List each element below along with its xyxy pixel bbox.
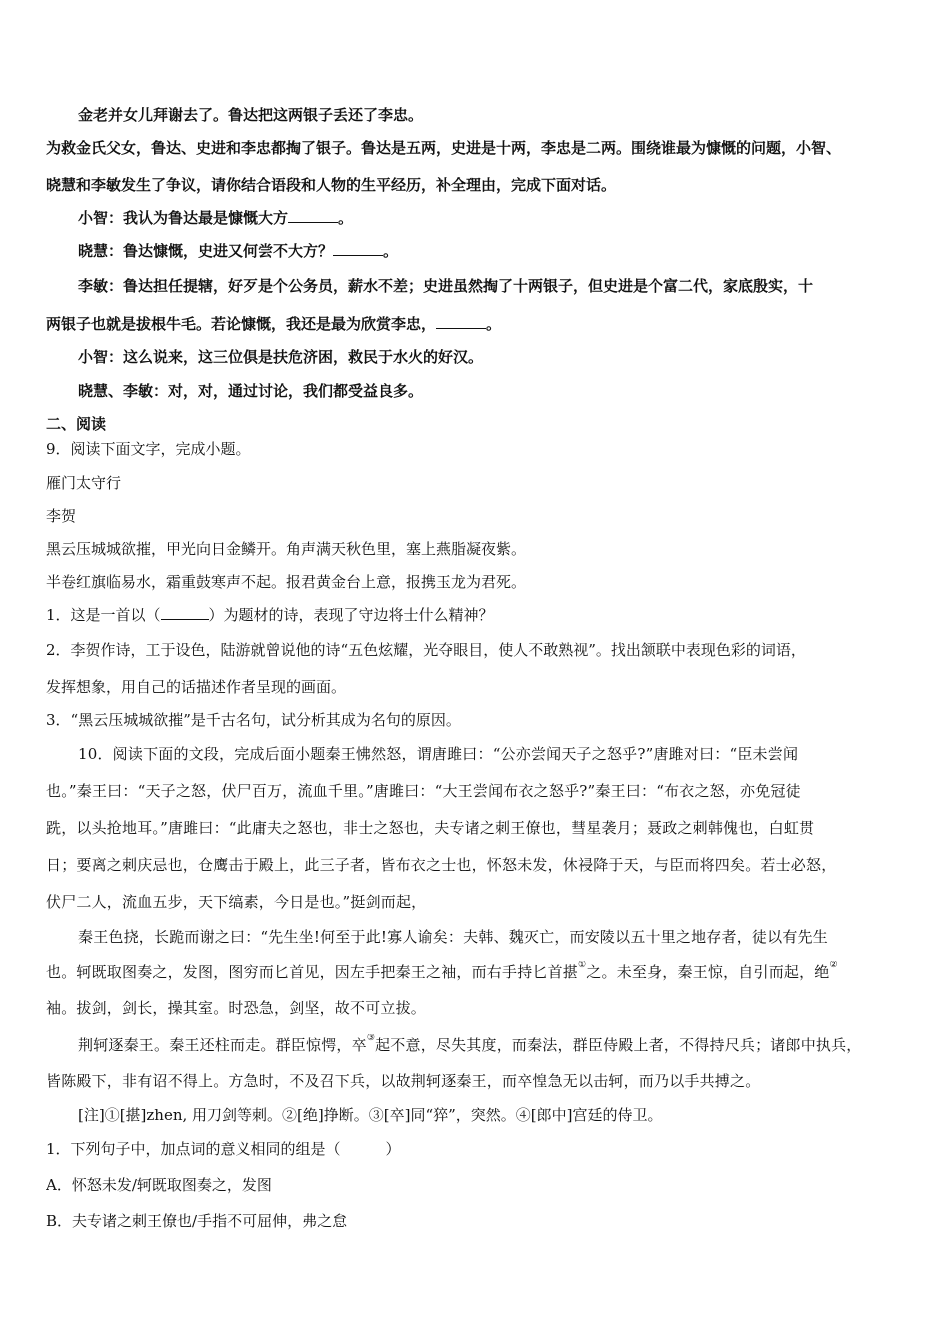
footnote-marker: ② xyxy=(829,961,838,970)
poem-question-2-line-1: 2．李贺作诗，工于设色，陆游就曾说他的诗“五色炫耀，光夺眼目，使人不敢熟视”。找出颔联中表现色彩的词语， xyxy=(46,641,806,659)
punct: 。 xyxy=(486,315,502,333)
dialogue-xiaohui-limin: 晓慧、李敏：对，对，通过讨论，我们都受益良多。 xyxy=(78,382,424,400)
question-text: 1．这是一首以（ xyxy=(46,606,161,624)
answer-blank-1[interactable] xyxy=(288,208,338,223)
passage-line-5: 伏尸二人，流血五步，天下缟素，今日是也。”挺剑而起， xyxy=(46,893,427,911)
annotation-note: [注]①[揕]zhen, 用刀剑等刺。②[绝]挣断。③[卒]同“猝”，突然。④[郎中]宫廷的侍卫。 xyxy=(78,1106,663,1124)
passage-p2-line-3: 袖。拔剑，剑长，操其室。时恐急，剑坚，故不可立拔。 xyxy=(46,999,427,1017)
passage-line-3: 跣，以头抢地耳。”唐雎曰：“此庸夫之怒也，非士之怒也，夫专诸之刺王僚也，彗星袭月；聂政之刺韩傀也，白虹贯 xyxy=(46,819,815,837)
dialogue-text: 两银子也就是拔根牛毛。若论慷慨，我还是最为欣赏李忠， xyxy=(46,315,437,333)
passage-text: 起不意，尽失其度，而秦法，群臣侍殿上者，不得持尺兵；诸郎中执兵， xyxy=(375,1036,862,1054)
answer-blank-4[interactable] xyxy=(161,605,209,620)
dialogue-limin-line-2 xyxy=(46,313,501,334)
passage-line-1: 10．阅读下面的文段，完成后面小题秦王怫然怒，谓唐雎曰：“公亦尝闻天子之怒乎?”唐雎对曰：“臣未尝闻 xyxy=(78,745,799,763)
option-a[interactable]: A．怀怒未发/轲既取图奏之，发图 xyxy=(46,1176,272,1194)
question-9: 9．阅读下面文字，完成小题。 xyxy=(46,440,251,458)
footnote-marker: ① xyxy=(578,961,587,970)
poem-title: 雁门太守行 xyxy=(46,474,122,492)
passage-p2-line-2 xyxy=(46,961,838,982)
dialogue-text: 晓慧：鲁达慷慨，史进又何尝不大方？ xyxy=(78,242,334,260)
prompt-line-2: 晓慧和李敏发生了争议，请你结合语段和人物的生平经历，补全理由，完成下面对话。 xyxy=(46,176,617,194)
passage-line-2: 也。”秦王曰：“天子之怒，伏尸百万，流血千里。”唐雎曰：“大王尝闻布衣之怒乎?”秦王曰：“布衣之怒，亦免冠徒 xyxy=(46,782,801,800)
option-b[interactable]: B．夫专诸之刺王僚也/手指不可屈伸，弗之怠 xyxy=(46,1212,348,1230)
dialogue-xiaohui-1 xyxy=(78,240,398,261)
passage-line-4: 日；要离之刺庆忌也，仓鹰击于殿上，此三子者，皆布衣之士也，怀怒未发，休祲降于天，与臣而将四矣。若士必怒， xyxy=(46,856,837,874)
passage-p2-line-1: 秦王色挠，长跪而谢之曰：“先生坐!何至于此!寡人谕矣：夫韩、魏灭亡，而安陵以五十里之地存者，徒以有先生 xyxy=(78,928,828,946)
passage-text: 之。未至身，秦王惊，自引而起，绝 xyxy=(586,963,830,981)
poem-question-1 xyxy=(46,604,494,625)
poem-author: 李贺 xyxy=(46,507,77,525)
dialogue-text: 小智：我认为鲁达最是慷慨大方 xyxy=(78,209,289,227)
dialogue-xiaozhi-1 xyxy=(78,207,353,228)
section-heading-reading: 二、阅读 xyxy=(46,415,107,433)
punct: 。 xyxy=(383,242,399,260)
story-line: 金老并女儿拜谢去了。鲁达把这两银子丢还了李忠。 xyxy=(78,106,424,124)
punct: 。 xyxy=(338,209,354,227)
poem-line-1: 黑云压城城欲摧，甲光向日金鳞开。角声满天秋色里，塞上燕脂凝夜紫。 xyxy=(46,540,527,558)
dialogue-xiaozhi-2: 小智：这么说来，这三位俱是扶危济困，救民于水火的好汉。 xyxy=(78,348,484,366)
question-text: ）为题材的诗，表现了守边将士什么精神？ xyxy=(208,606,494,624)
answer-blank-3[interactable] xyxy=(436,314,486,329)
passage-text: 也。轲既取图奏之，发图，图穷而匕首见，因左手把秦王之袖，而右手持匕首揕 xyxy=(46,963,579,981)
answer-blank-2[interactable] xyxy=(333,241,383,256)
poem-question-3: 3．“黑云压城城欲摧”是千古名句，试分析其成为名句的原因。 xyxy=(46,711,461,729)
passage-p3-line-2: 皆陈殿下，非有诏不得上。方急时，不及召下兵，以故荆轲逐秦王，而卒惶急无以击轲，而乃以手共搏之。 xyxy=(46,1072,761,1090)
passage-p3-line-1 xyxy=(78,1034,862,1055)
poem-line-2: 半卷红旗临易水，霜重鼓寒声不起。报君黄金台上意，报携玉龙为君死。 xyxy=(46,573,527,591)
footnote-marker: ③ xyxy=(366,1034,376,1043)
sub-question-1: 1．下列句子中，加点词的意义相同的组是（ ） xyxy=(46,1140,401,1158)
dialogue-limin-line-1: 李敏：鲁达担任提辖，好歹是个公务员，薪水不差；史进虽然掏了十两银子，但史进是个富二代，家底殷实，十 xyxy=(78,277,814,295)
passage-text: 荆轲逐秦王。秦王还柱而走。群臣惊愕，卒 xyxy=(78,1036,367,1054)
poem-question-2-line-2: 发挥想象，用自己的话描述作者呈现的画面。 xyxy=(46,678,347,696)
prompt-line-1: 为救金氏父女，鲁达、史进和李忠都掏了银子。鲁达是五两，史进是十两，李忠是二两。围绕谁最为慷慨的问题，小智、 xyxy=(46,139,842,157)
